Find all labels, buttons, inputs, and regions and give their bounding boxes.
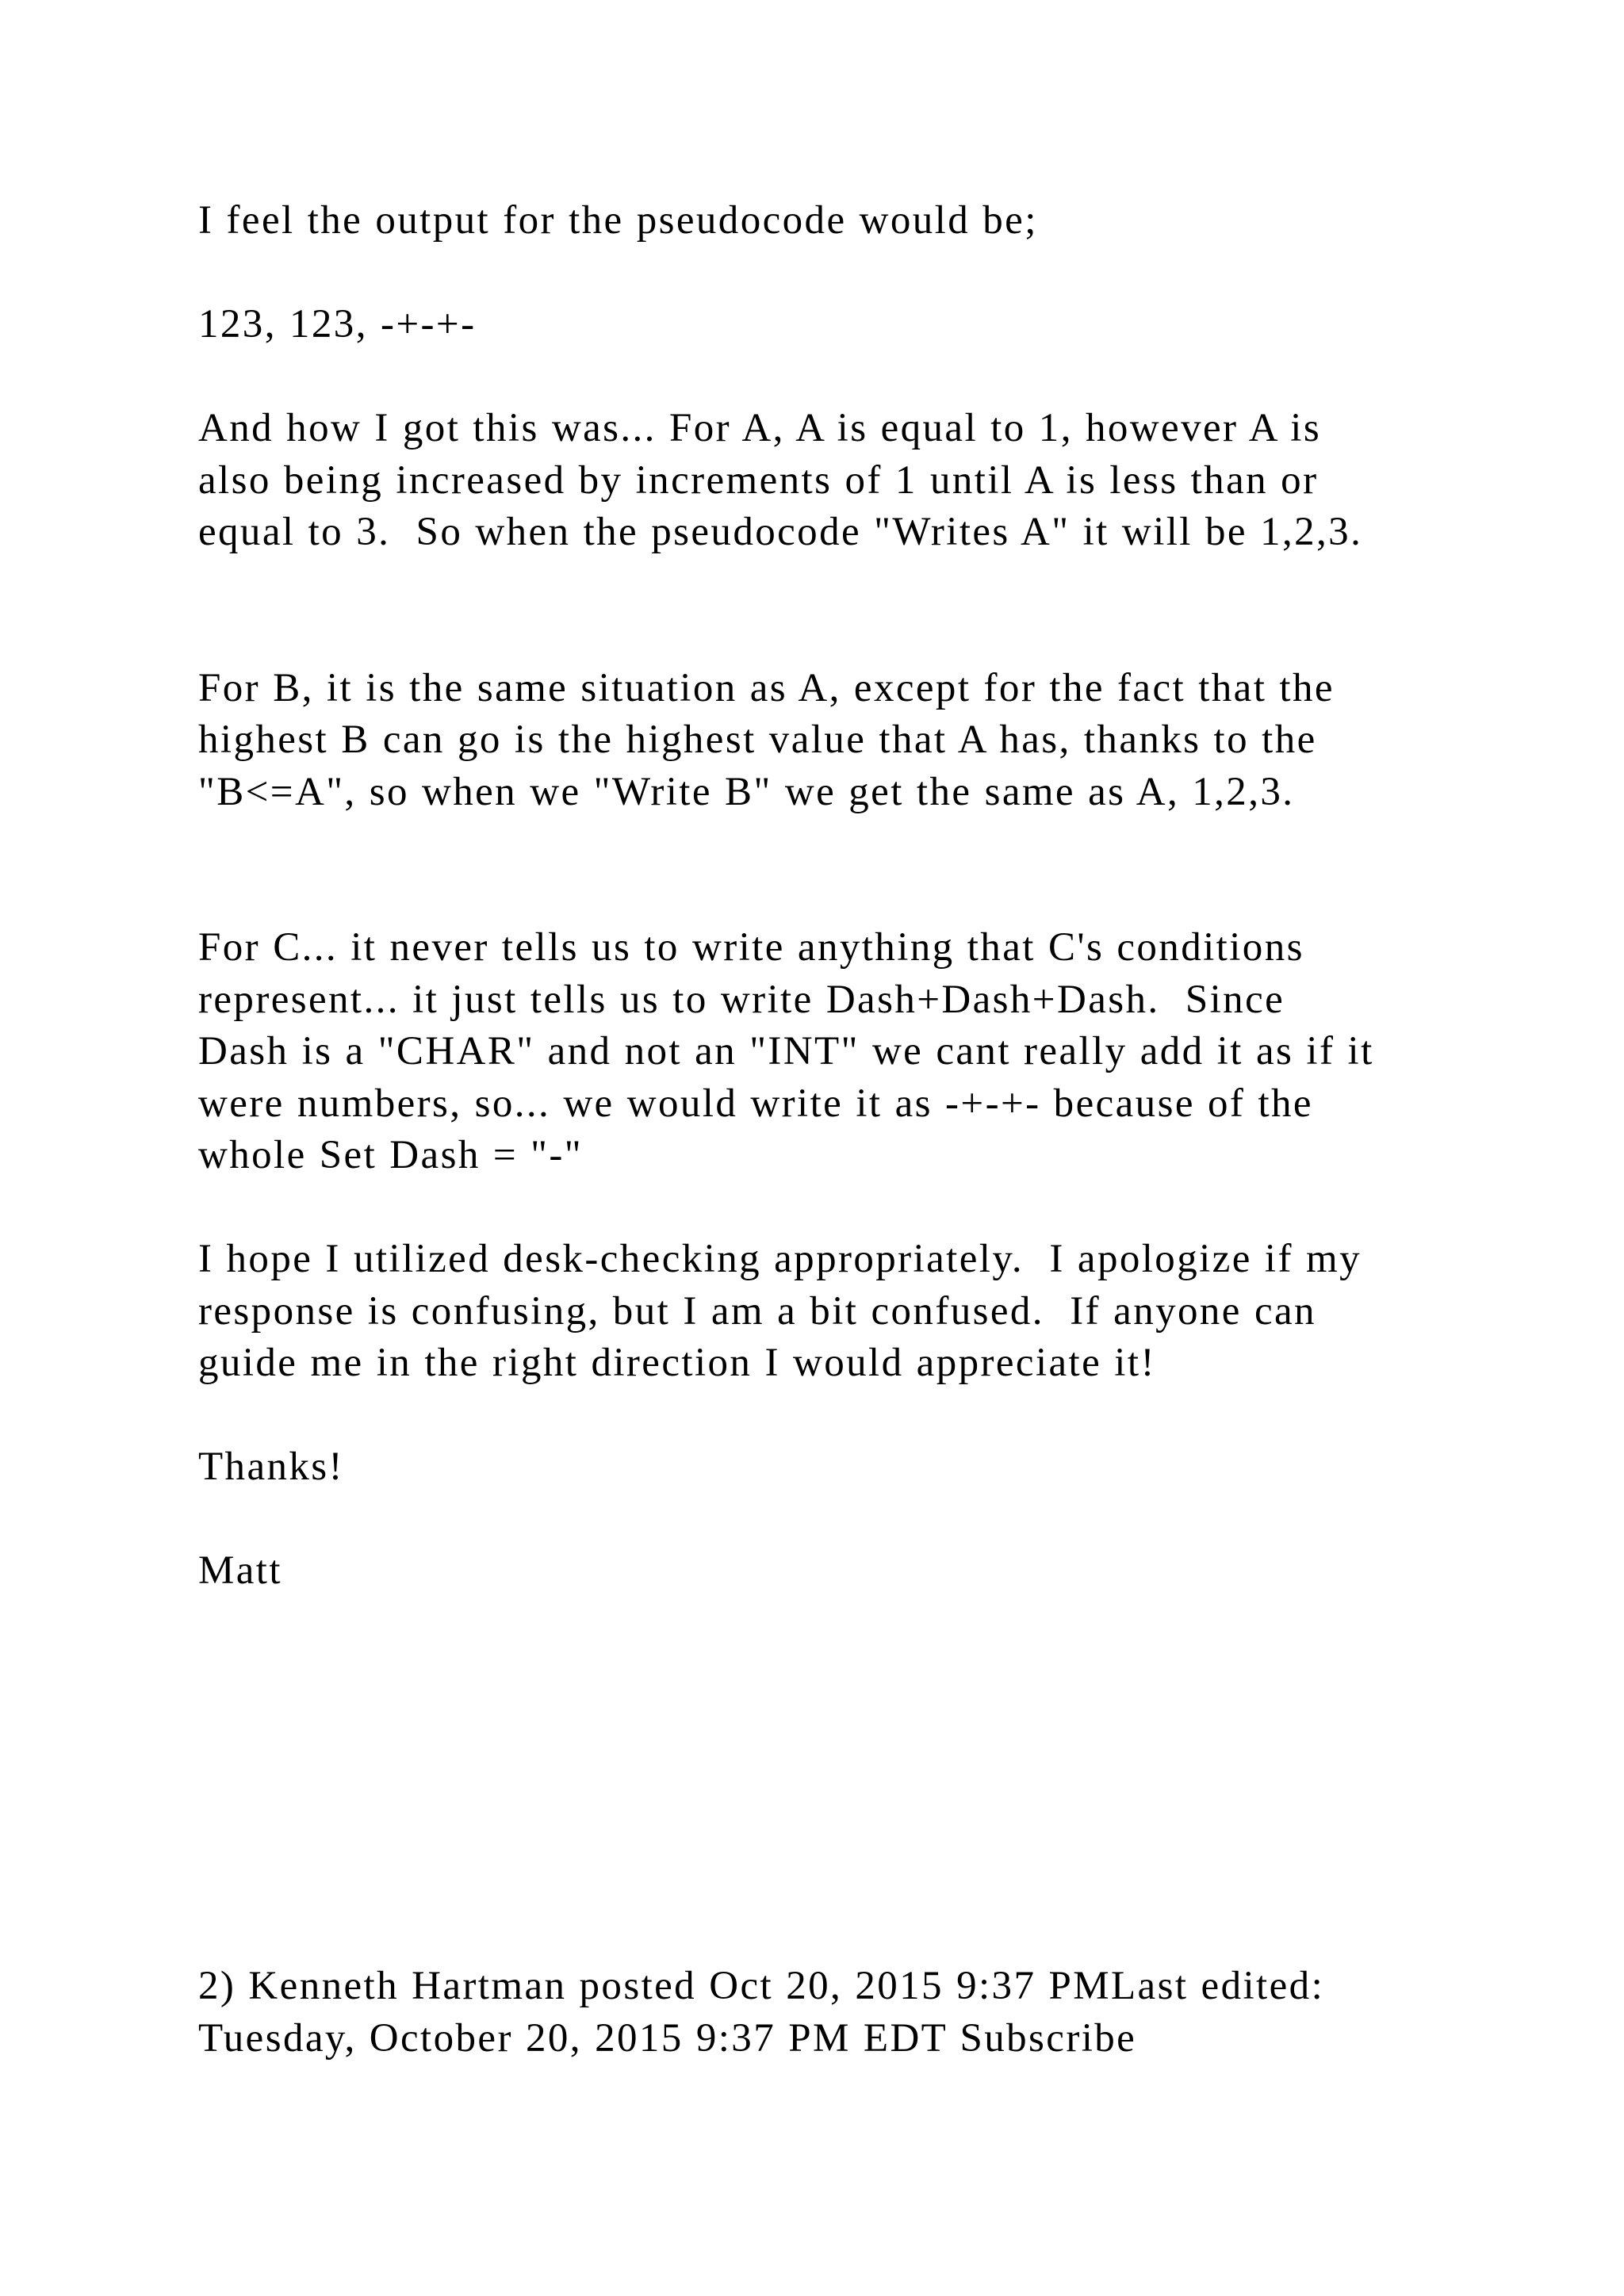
intro-line: I feel the output for the pseudocode would be; <box>198 198 1038 243</box>
closing-line: guide me in the right direction I would appreciate it! <box>198 1341 1156 1385</box>
closing-line: response is confusing, but I am a bit confused. If anyone can <box>198 1288 1316 1334</box>
answer-line: 123, 123, -+-+- <box>198 302 477 346</box>
explanation-b-line: highest B can go is the highest value that A has, thanks to the <box>198 718 1317 762</box>
signature: Matt <box>198 1548 282 1593</box>
closing-line: I hope I utilized desk-checking appropriately. I apologize if my <box>198 1237 1362 1281</box>
explanation-c-line: For C... it never tells us to write anything that C's conditions <box>198 925 1304 970</box>
next-post-header-line: Tuesday, October 20, 2015 9:37 PM EDT Subscribe <box>198 2015 1137 2061</box>
explanation-b-line: For B, it is the same situation as A, except for the fact that the <box>198 665 1335 710</box>
explanation-c-line: represent... it just tells us to write Dash+Dash+Dash. Since <box>198 977 1285 1022</box>
explanation-b-line: "B<=A", so when we "Write B" we get the same as A, 1,2,3. <box>198 769 1295 814</box>
explanation-a-line: equal to 3. So when the pseudocode "Writes A" it will be 1,2,3. <box>198 510 1363 554</box>
explanation-a-line: also being increased by increments of 1 until A is less than or <box>198 457 1319 503</box>
next-post-header-line: 2) Kenneth Hartman posted Oct 20, 2015 9:37 PMLast edited: <box>198 1964 1325 2008</box>
explanation-c-line: Dash is a "CHAR" and not an "INT" we cant really add it as if it <box>198 1029 1374 1073</box>
explanation-c-line: were numbers, so... we would write it as -+-+- because of the <box>198 1081 1313 1126</box>
explanation-a-line: And how I got this was... For A, A is equal to 1, however A is <box>198 406 1322 450</box>
explanation-c-line: whole Set Dash = "-" <box>198 1133 584 1177</box>
thanks-line: Thanks! <box>198 1445 344 1489</box>
